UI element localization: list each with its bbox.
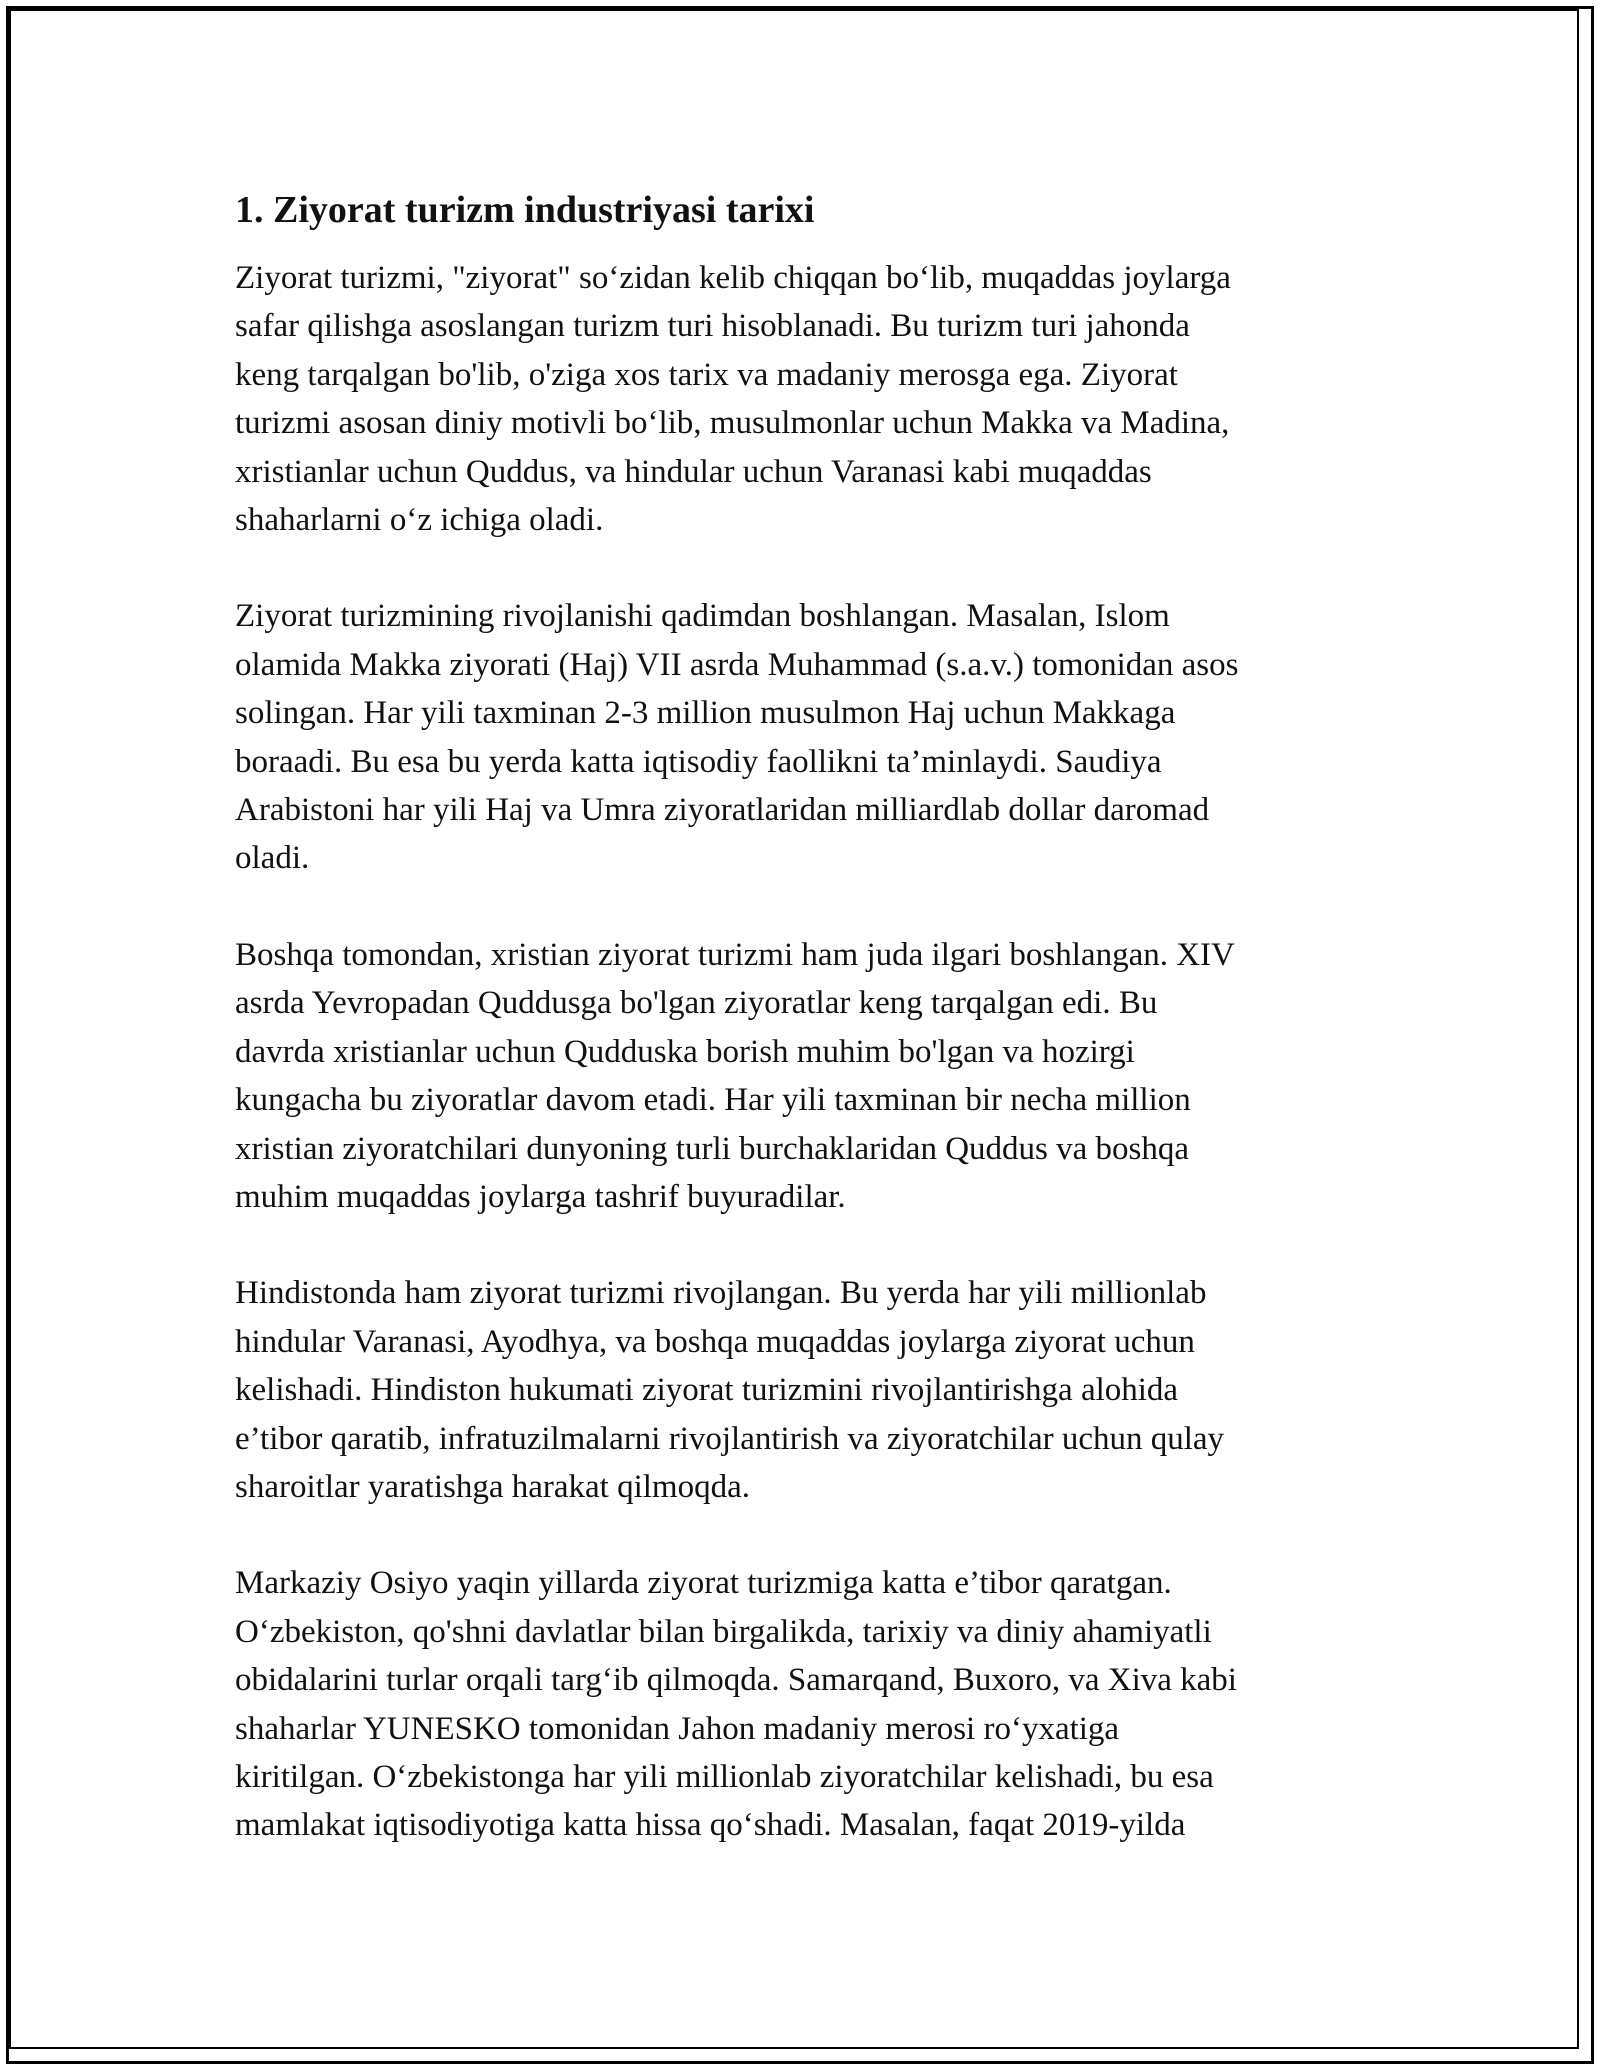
section-heading: 1. Ziyorat turizm industriyasi tarixi <box>235 189 815 231</box>
paragraph-christian-pilgrimage: Boshqa tomondan, xristian ziyorat turizmi ham juda ilgari boshlangan. XIV asrda Yevropadan Quddusga bo'lgan ziyoratlar keng tarqalgan edi. Bu davrda xristianlar uchun Qudduska borish muhim bo'lgan va hozirgi kungacha bu ziyoratlar davom etadi. Har yili taxminan bir necha million xristian ziyoratchilari dunyoning turli burchaklaridan Quddus va boshqa muhim muqaddas joylarga tashrif buyuradilar. <box>235 936 1235 1215</box>
paragraph-central-asia: Markaziy Osiyo yaqin yillarda ziyorat turizmiga katta e’tibor qaratgan. O‘zbekiston, qo'shni davlatlar bilan birgalikda, tarixiy va diniy ahamiyatli obidalarini turlar orqali targ‘ib qilmoqda. Samarqand, Buxoro, va Xiva kabi shaharlar YUNESKO tomonidan Jahon madaniy merosi ro‘yxatiga kiritilgan. O‘zbekistonga har yili millionlab ziyoratchilar kelishadi, bu esa mamlakat iqtisodiyotiga katta hissa qo‘shadi. Masalan, faqat 2019-yilda <box>235 1565 1237 1844</box>
paragraph-islamic-pilgrimage: Ziyorat turizmining rivojlanishi qadimdan boshlangan. Masalan, Islom olamida Makka ziyorati (Haj) VII asrda Muhammad (s.a.v.) tomonidan asos solingan. Har yili taxminan 2-3 million musulmon Haj uchun Makkaga boraadi. Bu esa bu yerda katta iqtisodiy faollikni ta’minlaydi. Saudiya Arabistoni har yili Haj va Umra ziyoratlaridan milliardlab dollar daromad oladi. <box>235 598 1239 877</box>
document-body <box>235 186 1365 1898</box>
paragraph-india-pilgrimage: Hindistonda ham ziyorat turizmi rivojlangan. Bu yerda har yili millionlab hindular Varanasi, Ayodhya, va boshqa muqaddas joylarga ziyorat uchun kelishadi. Hindiston hukumati ziyorat turizmini rivojlantirishga alohida e’tibor qaratib, infratuzilmalarni rivojlantirish va ziyoratchilar uchun qulay sharoitlar yaratishga harakat qilmoqda. <box>235 1275 1225 1505</box>
paragraph-history-intro: Ziyorat turizmi, "ziyorat" so‘zidan kelib chiqqan bo‘lib, muqaddas joylarga safar qilishga asoslangan turizm turi hisoblanadi. Bu turizm turi jahonda keng tarqalgan bo'lib, o'ziga xos tarix va madaniy merosga ega. Ziyorat turizmi asosan diniy motivli bo‘lib, musulmonlar uchun Makka va Madina, xristianlar uchun Quddus, va hindular uchun Varanasi kabi muqaddas shaharlarni o‘z ichiga oladi. <box>235 260 1231 539</box>
